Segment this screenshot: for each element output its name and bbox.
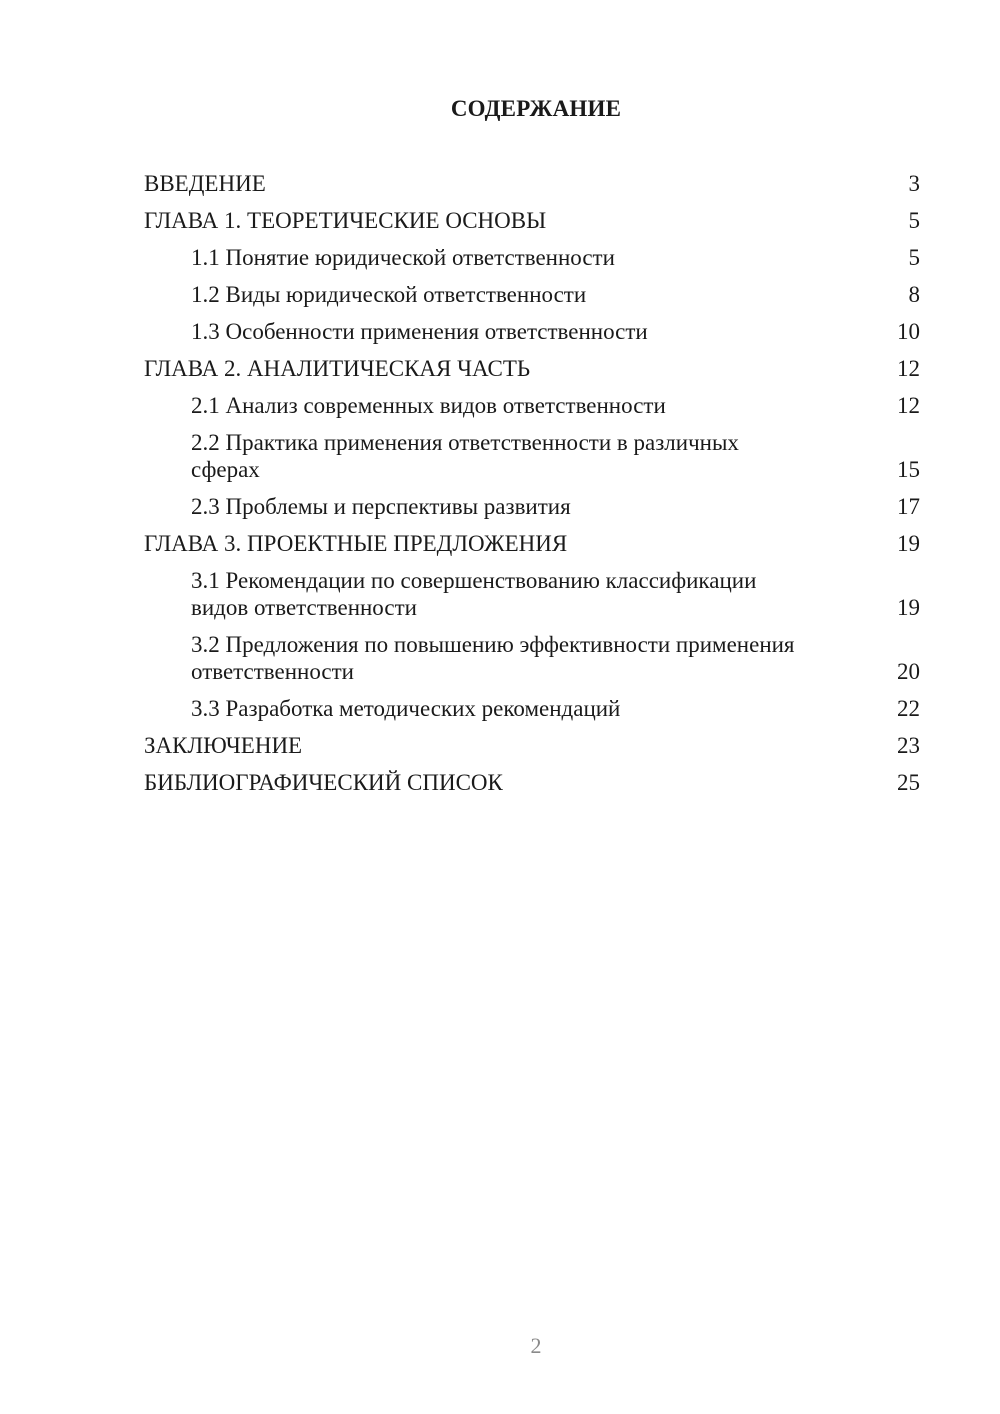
toc-entry-page: 19 [897, 531, 920, 556]
toc-entry-page: 23 [897, 733, 920, 758]
toc-entry-title: ГЛАВА 3. ПРОЕКТНЫЕ ПРЕДЛОЖЕНИЯ [144, 531, 568, 556]
toc-entry-page: 5 [908, 245, 920, 270]
toc-entry-section-3-2 [144, 631, 920, 685]
toc-entry-section-1-1 [144, 244, 920, 271]
toc-entry-section-2-1 [144, 392, 920, 419]
toc-entry-chapter-2 [144, 355, 920, 382]
toc-entry-section-1-2 [144, 281, 920, 308]
toc-entry-section-2-3 [144, 493, 920, 520]
toc-entry-page: 15 [897, 457, 920, 482]
toc-entry-page: 19 [897, 595, 920, 620]
toc-entry-section-2-2 [144, 429, 920, 483]
toc-entry-title: 1.3 Особенности применения ответственности [191, 319, 648, 344]
toc-entry-section-3-1 [144, 567, 920, 621]
toc-entry-conclusion [144, 732, 920, 759]
toc-entry-page: 12 [897, 393, 920, 418]
toc-entry-introduction [144, 170, 920, 197]
toc-entry-chapter-1 [144, 207, 920, 234]
toc-entry-title: ГЛАВА 2. АНАЛИТИЧЕСКАЯ ЧАСТЬ [144, 356, 531, 381]
table-of-contents [144, 170, 920, 806]
toc-entry-page: 5 [908, 208, 920, 233]
toc-entry-page: 3 [908, 171, 920, 196]
page-title: СОДЕРЖАНИЕ [450, 96, 622, 121]
toc-entry-page: 17 [897, 494, 920, 519]
toc-entry-section-3-3 [144, 695, 920, 722]
toc-entry-title: ВВЕДЕНИЕ [144, 171, 266, 196]
page-number: 2 [530, 1333, 542, 1358]
toc-entry-title: 2.3 Проблемы и перспективы развития [191, 494, 571, 519]
toc-entry-bibliography [144, 769, 920, 796]
toc-entry-page: 8 [908, 282, 920, 307]
toc-entry-title: 3.2 Предложения по повышению эффективности применения ответственности [191, 632, 795, 684]
toc-entry-title: ЗАКЛЮЧЕНИЕ [144, 733, 303, 758]
toc-entry-page: 10 [897, 319, 920, 344]
toc-entry-title: 2.1 Анализ современных видов ответственности [191, 393, 666, 418]
toc-entry-section-1-3 [144, 318, 920, 345]
toc-entry-title: БИБЛИОГРАФИЧЕСКИЙ СПИСОК [144, 770, 503, 795]
toc-entry-title: 1.2 Виды юридической ответственности [191, 282, 587, 307]
toc-entry-page: 12 [897, 356, 920, 381]
toc-entry-title: 2.2 Практика применения ответственности в различных сферах [191, 430, 739, 482]
toc-entry-page: 25 [897, 770, 920, 795]
toc-entry-chapter-3 [144, 530, 920, 557]
toc-entry-title: 3.3 Разработка методических рекомендаций [191, 696, 621, 721]
toc-entry-page: 20 [897, 659, 920, 684]
toc-entry-title: 1.1 Понятие юридической ответственности [191, 245, 615, 270]
toc-entry-title: ГЛАВА 1. ТЕОРЕТИЧЕСКИЕ ОСНОВЫ [144, 208, 547, 233]
toc-entry-title: 3.1 Рекомендации по совершенствованию классификации видов ответственности [191, 568, 757, 620]
toc-entry-page: 22 [897, 696, 920, 721]
